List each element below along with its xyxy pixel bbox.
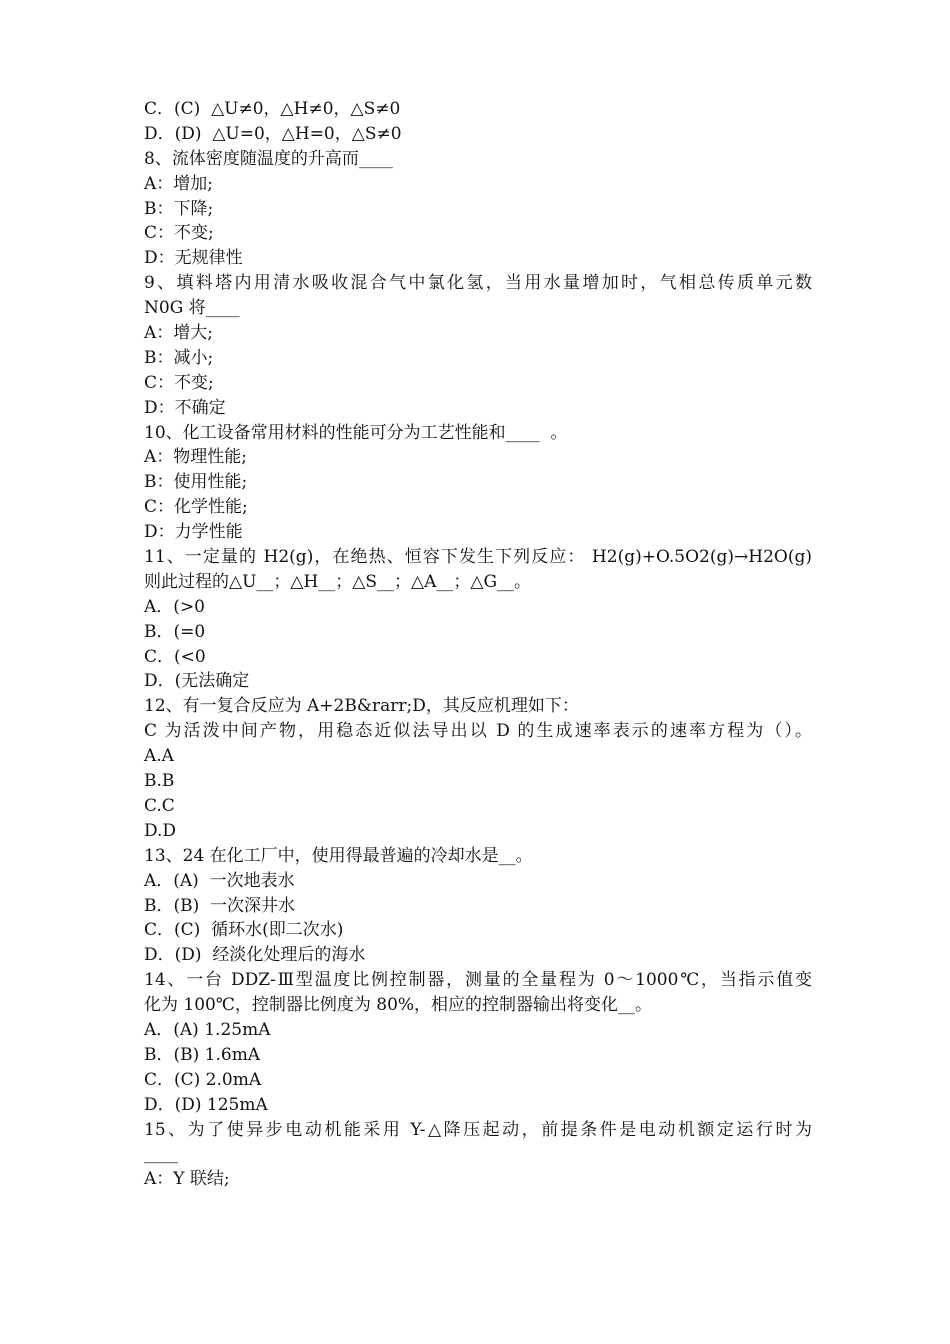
text-line: C．(<0 bbox=[144, 646, 206, 667]
text-line: B：使用性能; bbox=[144, 472, 248, 493]
text-line: ____ bbox=[144, 1144, 178, 1165]
text-line: A．(A) 一次地表水 bbox=[144, 870, 295, 891]
text-line: 则此过程的△U__；△H__；△S__；△A__；△G__。 bbox=[144, 571, 532, 592]
text-line: C 为活泼中间产物，用稳态近似法导出以 D 的生成速率表示的速率方程为（）。 bbox=[144, 721, 812, 742]
text-line: 化为 100℃，控制器比例度为 80%，相应的控制器输出将变化__。 bbox=[144, 995, 653, 1016]
text-line: A：增加; bbox=[144, 173, 214, 194]
text-line: A.A bbox=[144, 746, 174, 767]
text-line: 8、流体密度随温度的升高而____ bbox=[144, 148, 393, 169]
text-line: B．(B) 一次深井水 bbox=[144, 895, 296, 916]
text-line: C：化学性能; bbox=[144, 497, 248, 518]
text-line: C：不变; bbox=[144, 372, 214, 393]
text-line: D．(D) △U=0，△H=0，△S≠0 bbox=[144, 123, 402, 144]
text-line: C．(C) 循环水(即二次水) bbox=[144, 920, 344, 941]
text-line: B．(B) 1.6mA bbox=[144, 1044, 261, 1065]
text-line: 14、一台 DDZ-Ⅲ型温度比例控制器，测量的全量程为 0～1000℃，当指示值变 bbox=[144, 970, 812, 991]
text-line: 9、填料塔内用清水吸收混合气中氯化氢，当用水量增加时，气相总传质单元数 bbox=[144, 273, 812, 294]
text-line: 13、24 在化工厂中，使用得最普遍的冷却水是__。 bbox=[144, 845, 533, 866]
text-line: D：无规律性 bbox=[144, 248, 243, 269]
text-line: D：力学性能 bbox=[144, 522, 243, 543]
text-line: D.D bbox=[144, 820, 177, 841]
text-line: A．(A) 1.25mA bbox=[144, 1019, 271, 1040]
text-line: B：下降; bbox=[144, 198, 214, 219]
text-line: C．(C) 2.0mA bbox=[144, 1069, 262, 1090]
text-line: 15、为了使异步电动机能采用 Y-△降压起动，前提条件是电动机额定运行时为 bbox=[144, 1119, 812, 1140]
text-line: D：不确定 bbox=[144, 397, 226, 418]
text-line: 10、化工设备常用材料的性能可分为工艺性能和____ 。 bbox=[144, 422, 568, 443]
text-line: D．(D) 125mA bbox=[144, 1094, 268, 1115]
text-line: C.C bbox=[144, 795, 175, 816]
document-body bbox=[144, 97, 812, 1192]
text-line: A：物理性能; bbox=[144, 447, 248, 468]
text-line: C：不变; bbox=[144, 223, 214, 244]
text-line: A．(>0 bbox=[144, 596, 205, 617]
text-line: B：减小; bbox=[144, 347, 214, 368]
text-line: 12、有一复合反应为 A+2B&rarr;D，其反应机理如下： bbox=[144, 696, 579, 717]
text-line: 11、一定量的 H2(g)，在绝热、恒容下发生下列反应： H2(g)+O.5O2(g)→H2O(g) bbox=[144, 547, 812, 568]
text-line: A：增大; bbox=[144, 323, 214, 344]
text-line: C．(C) △U≠0，△H≠0，△S≠0 bbox=[144, 99, 401, 119]
text-line: D．(D) 经淡化处理后的海水 bbox=[144, 945, 366, 966]
text-line: N0G 将____ bbox=[144, 298, 240, 319]
text-line: B．(=0 bbox=[144, 621, 206, 642]
text-line: D．(无法确定 bbox=[144, 671, 250, 692]
text-line: B.B bbox=[144, 771, 175, 792]
text-line: A：Y 联结; bbox=[144, 1169, 230, 1190]
